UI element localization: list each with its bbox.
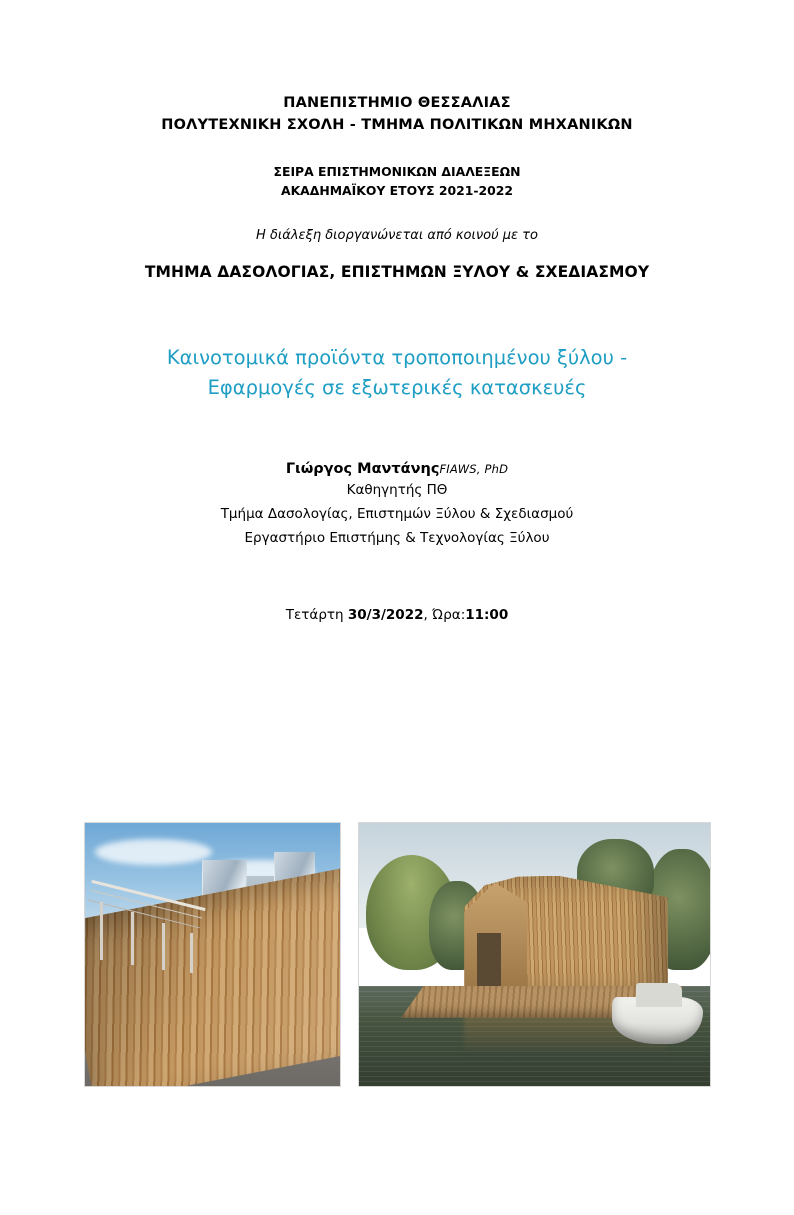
boathouse-door [477, 933, 502, 986]
joint-organization-note: Η διάλεξη διοργανώνεται από κοινού με το [256, 228, 538, 244]
lecture-title-line2: Εφαρμογές σε εξωτερικές κατασκευές [207, 376, 587, 400]
event-day-label: Τετάρτη [285, 607, 344, 624]
photo-gallery [84, 822, 711, 1087]
speaker-name: Γιώργος Μαντάνης [285, 461, 440, 478]
speaker-role-line2: Τμήμα Δασολογίας, Επιστημών Ξύλου & Σχεδιασμού [220, 506, 574, 523]
series-academic-year: ΑΚΑΔΗΜΑΪΚΟΥ ΕΤΟΥΣ 2021-2022 [280, 183, 513, 199]
boat-cabin [636, 983, 682, 1007]
speaker-name-row [70, 461, 724, 477]
lecture-title-block [70, 343, 724, 403]
university-name-line1: ΠΑΝΕΠΙΣΤΗΜΙΟ ΘΕΣΣΑΛΙΑΣ [283, 95, 511, 111]
speaker-block [70, 461, 724, 549]
series-title: ΣΕΙΡΑ ΕΠΙΣΤΗΜΟΝΙΚΩΝ ΔΙΑΛΕΞΕΩΝ [273, 163, 521, 179]
wooden-boardwalk-waterfront-photo [84, 822, 341, 1087]
event-date: 30/3/2022 [347, 607, 424, 624]
railing-post [100, 902, 103, 960]
event-time-label: , Ώρα: [423, 607, 466, 624]
header-block [70, 92, 724, 137]
joint-department-name: ΤΜΗΜΑ ΔΑΣΟΛΟΓΙΑΣ, ΕΠΙΣΤΗΜΩΝ ΞΥΛΟΥ & ΣΧΕΔΙΑΣΜΟΥ [144, 262, 650, 281]
railing-post [190, 933, 193, 972]
poster-page [0, 92, 794, 1215]
railing-post [162, 923, 165, 970]
lecture-title-line1: Καινοτομικά προϊόντα τροποποιημένου ξύλου - [166, 345, 628, 369]
speaker-role-line1: Καθηγητής ΠΘ [346, 482, 448, 499]
timber-boathouse-on-water-photo [358, 822, 711, 1087]
lecture-series-block [70, 162, 724, 200]
speaker-credentials: FIAWS, PhD [439, 462, 509, 477]
university-name-line2: ΠΟΛΥΤΕΧΝΙΚΗ ΣΧΟΛΗ - ΤΜΗΜΑ ΠΟΛΙΤΙΚΩΝ ΜΗΧΑΝΙΚΩΝ [161, 117, 633, 134]
cloud [95, 839, 212, 865]
railing-post [131, 912, 134, 965]
speaker-role-line3: Εργαστήριο Επιστήμης & Τεχνολογίας Ξύλου [244, 530, 550, 547]
event-datetime [70, 607, 724, 623]
event-time: 11:00 [465, 607, 509, 624]
